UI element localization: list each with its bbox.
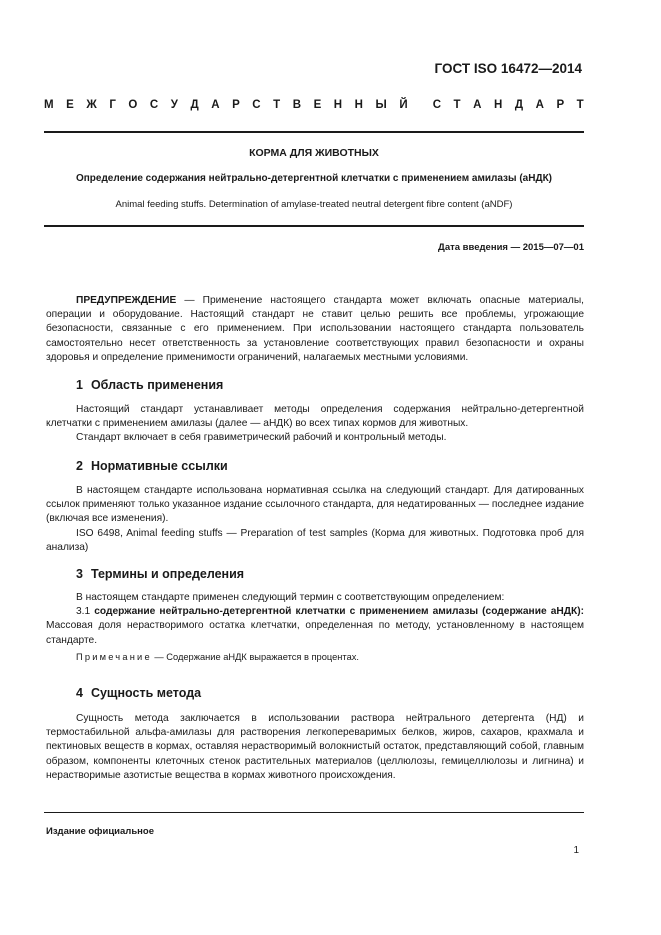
document-code: ГОСТ ISO 16472—2014 — [434, 61, 582, 76]
term: содержание нейтрально-детергентной клетчатки с применением амилазы (содержание аНДК): — [94, 606, 584, 618]
paragraph: В настоящем стандарте применен следующий термин с соответствующим определением: — [76, 592, 505, 603]
banner-letter: Ж — [86, 99, 97, 111]
section-1-body — [46, 403, 584, 446]
official-edition-label: Издание официальное — [46, 826, 154, 837]
section-number: 2 — [76, 459, 83, 473]
banner-letter: Т — [576, 99, 584, 111]
banner-letter: С — [432, 99, 441, 111]
banner-letter: Н — [333, 99, 343, 111]
title-rule — [44, 225, 584, 227]
section-title: Термины и определения — [90, 567, 245, 581]
english-title: Animal feeding stuffs. Determination of amylase-treated neutral detergent fibre content (aNDF) — [115, 199, 513, 210]
section-2-heading — [76, 459, 228, 473]
section-3-heading — [76, 567, 244, 581]
banner-letter: А — [211, 99, 220, 111]
section-1-heading — [76, 378, 223, 392]
banner-letter: Е — [313, 99, 322, 111]
banner-letter: Д — [514, 99, 524, 111]
note-label: Примечание — [76, 652, 152, 662]
section-number: 3 — [76, 567, 83, 581]
warning-paragraph — [46, 294, 584, 365]
standard-title: КОРМА ДЛЯ ЖИВОТНЫХ — [249, 147, 379, 159]
banner-letter: Д — [190, 99, 199, 111]
footer-rule — [44, 812, 584, 813]
section-3-body — [46, 591, 584, 648]
banner-letter: А — [473, 99, 482, 111]
banner-letter: Т — [273, 99, 281, 111]
header-rule — [44, 131, 584, 133]
warning-text: — Применение настоящего стандарта может включать опасные материалы, операции и оборудование. Настоящий стандарт не ставит целью решить все проблемы, угрожающие безопасности, связанные с его применением. При использовании настоящего стандарта пользователь самостоятельно несет ответственность за установление соответствующих правил безопасности и охраны здоровья и определение применимости ограничений, налагаемых местными условиями. — [46, 295, 584, 363]
note-text: — Содержание аНДК выражается в процентах. — [151, 652, 359, 662]
normative-reference: ISO 6498, Animal feeding stuffs — Preparation of test samples (Корма для животных. Подготовка проб для анализа) — [46, 527, 584, 553]
section-title: Нормативные ссылки — [90, 459, 228, 473]
paragraph: Стандарт включает в себя гравиметрический рабочий и контрольный методы. — [76, 432, 447, 444]
paragraph: Сущность метода заключается в использовании раствора нейтрального детергента (НД) и термостабильной альфа-амилазы для растворения легкопереваримых белков, жиров, сахаров, крахмала и пектиновых веществ в кормах, оставляя нерастворимый волокнистый остаток, представляющий собой, главным образом, компоненты клеточных стенок растительных материалов (целлюлозы, гемицеллюлозы и лигнина) и нерастворимые азотистые вещества в кормах животного происхождения. — [46, 713, 584, 781]
section-number: 4 — [76, 686, 83, 700]
banner-letter: С — [149, 99, 159, 111]
section-2-body — [46, 484, 584, 555]
banner-letter: Й — [399, 99, 408, 111]
banner-letter: Н — [493, 99, 503, 111]
banner-letter: У — [170, 99, 178, 111]
section-4-heading — [76, 686, 201, 700]
banner-letter: О — [128, 99, 138, 111]
section-title: Сущность метода — [90, 686, 202, 700]
note — [76, 652, 359, 662]
banner-letter: Г — [109, 99, 116, 111]
banner-letter: В — [292, 99, 302, 111]
interstate-standard-banner — [44, 99, 584, 111]
paragraph: Настоящий стандарт устанавливает методы определения содержания нейтрально-детергентной клетчатки с применением амилазы (далее — аНДК) во всех типах кормов для животных. — [46, 404, 584, 430]
banner-letter: Р — [232, 99, 240, 111]
paragraph: В настоящем стандарте использована нормативная ссылка на следующий стандарт. Для датированных ссылок применяют только указанное издание ссылочного стандарта, для недатированных — последнее издание (включая все изменения). — [46, 485, 584, 525]
banner-letter: Т — [453, 99, 461, 111]
section-number: 1 — [76, 378, 83, 392]
banner-letter: А — [535, 99, 544, 111]
banner-letter: Е — [66, 99, 74, 111]
banner-letter: М — [44, 99, 54, 111]
standard-subtitle: Определение содержания нейтрально-детергентной клетчатки с применением амилазы (аНДК) — [75, 173, 553, 184]
section-title: Область применения — [90, 378, 224, 392]
banner-letter: Ы — [375, 99, 387, 111]
warning-label: ПРЕДУПРЕЖДЕНИЕ — [76, 295, 177, 306]
banner-letter: С — [252, 99, 261, 111]
page-number: 1 — [573, 845, 579, 856]
term-definition — [46, 605, 584, 648]
banner-letter: Н — [354, 99, 363, 111]
section-4-body — [46, 712, 584, 783]
term-number: 3.1 — [76, 606, 91, 618]
introduction-date: Дата введения — 2015—07—01 — [438, 242, 584, 253]
definition: Массовая доля нерастворимого остатка клетчатки, определенная по методу, установленному в настоящем стандарте. — [46, 620, 584, 646]
banner-letter: Р — [556, 99, 565, 111]
